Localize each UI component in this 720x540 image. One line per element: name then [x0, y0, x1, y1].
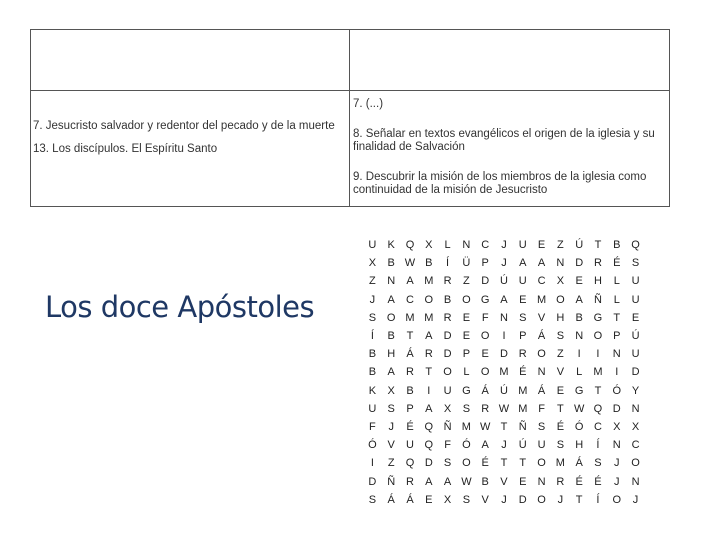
grid-letter: W: [404, 257, 416, 270]
grid-letter: T: [500, 420, 508, 433]
table-cell-criteria: [353, 98, 669, 214]
grid-letter: M: [536, 293, 547, 306]
grid-letter: B: [481, 475, 489, 488]
grid-row: [363, 454, 645, 472]
content-item: 7. Jesucristo salvador y redentor del pecado y de la muerte: [33, 120, 335, 132]
grid-letter: Z: [557, 348, 564, 361]
grid-letter: Ú: [500, 275, 508, 288]
grid-letter: X: [368, 257, 377, 270]
grid-letter: N: [631, 402, 640, 415]
grid-letter: X: [425, 239, 433, 252]
grid-letter: G: [480, 293, 490, 306]
grid-letter: P: [406, 402, 414, 415]
grid-letter: A: [406, 275, 414, 288]
grid-letter: É: [406, 420, 414, 433]
grid-letter: A: [443, 475, 452, 488]
grid-letter: U: [631, 275, 640, 288]
grid-letter: E: [481, 348, 489, 361]
grid-row: [363, 254, 645, 272]
grid-letter: F: [444, 439, 451, 452]
grid-letter: S: [537, 420, 546, 433]
grid-letter: Á: [575, 457, 583, 470]
grid-letter: V: [556, 366, 565, 379]
grid-letter: Í: [446, 257, 450, 270]
grid-letter: É: [575, 475, 583, 488]
grid-letter: G: [593, 311, 603, 324]
grid-letter: H: [575, 439, 584, 452]
grid-letter: Q: [405, 457, 415, 470]
grid-letter: O: [631, 457, 640, 470]
grid-row: [363, 291, 645, 309]
grid-letter: S: [368, 311, 377, 324]
grid-letter: A: [575, 293, 583, 306]
grid-letter: B: [387, 330, 395, 343]
grid-letter: V: [537, 311, 546, 324]
grid-letter: T: [557, 402, 564, 415]
grid-letter: C: [481, 239, 490, 252]
grid-letter: O: [462, 457, 471, 470]
grid-letter: N: [500, 311, 508, 324]
grid-letter: S: [462, 402, 471, 415]
grid-letter: J: [501, 257, 507, 270]
grid-letter: N: [556, 257, 565, 270]
grid-letter: O: [612, 493, 622, 506]
grid-letter: A: [425, 330, 433, 343]
grid-letter: J: [501, 493, 507, 506]
grid-letter: X: [443, 493, 452, 506]
grid-letter: Q: [631, 239, 640, 252]
table-divider-vertical: [349, 30, 350, 206]
grid-letter: P: [613, 330, 621, 343]
grid-letter: É: [594, 475, 602, 488]
grid-letter: D: [500, 348, 508, 361]
grid-letter: X: [443, 402, 452, 415]
grid-letter: E: [462, 311, 471, 324]
grid-letter: N: [612, 348, 621, 361]
grid-letter: X: [387, 384, 395, 397]
criteria-item: 7. (...): [353, 98, 384, 110]
grid-letter: J: [501, 239, 507, 252]
grid-letter: D: [481, 275, 490, 288]
grid-letter: D: [443, 348, 452, 361]
grid-letter: N: [537, 366, 546, 379]
grid-letter: V: [481, 493, 489, 506]
grid-letter: Ó: [574, 420, 584, 433]
grid-letter: W: [461, 475, 472, 488]
grid-letter: L: [576, 366, 583, 379]
grid-letter: J: [501, 439, 507, 452]
grid-letter: R: [443, 311, 452, 324]
grid-letter: B: [387, 257, 395, 270]
grid-letter: B: [613, 239, 621, 252]
grid-letter: Y: [631, 384, 640, 397]
grid-letter: S: [556, 439, 565, 452]
slide-title: Los doce Apóstoles: [45, 290, 315, 324]
grid-row: [363, 400, 645, 418]
grid-letter: W: [498, 402, 510, 415]
grid-letter: Ü: [462, 257, 471, 270]
grid-letter: A: [425, 475, 433, 488]
grid-letter: L: [613, 293, 620, 306]
grid-letter: N: [612, 439, 621, 452]
grid-letter: M: [518, 384, 528, 397]
grid-letter: B: [368, 348, 377, 361]
grid-letter: Z: [369, 275, 376, 288]
grid-letter: Ú: [518, 439, 527, 452]
grid-letter: R: [481, 402, 490, 415]
grid-letter: W: [573, 402, 585, 415]
grid-letter: W: [479, 420, 491, 433]
grid-letter: P: [462, 348, 471, 361]
grid-letter: O: [537, 457, 546, 470]
grid-letter: Z: [387, 457, 395, 470]
grid-letter: X: [631, 420, 640, 433]
grid-letter: U: [631, 293, 640, 306]
grid-letter: I: [502, 330, 506, 343]
grid-letter: Ñ: [443, 420, 452, 433]
grid-letter: S: [368, 493, 377, 506]
grid-letter: É: [556, 420, 565, 433]
grid-letter: K: [387, 239, 395, 252]
grid-letter: Q: [405, 239, 415, 252]
grid-letter: T: [406, 330, 414, 343]
grid-letter: O: [593, 330, 603, 343]
grid-letter: R: [406, 475, 414, 488]
grid-letter: T: [594, 239, 602, 252]
grid-letter: L: [444, 239, 451, 252]
grid-letter: D: [443, 330, 452, 343]
grid-letter: R: [424, 348, 433, 361]
grid-letter: H: [556, 311, 565, 324]
grid-letter: F: [481, 311, 489, 324]
grid-row: [363, 491, 645, 509]
grid-letter: P: [481, 257, 489, 270]
grid-letter: Á: [406, 493, 414, 506]
grid-letter: Í: [596, 439, 600, 452]
content-item: 13. Los discípulos. El Espíritu Santo: [33, 143, 218, 155]
grid-letter: Í: [370, 330, 374, 343]
grid-letter: I: [427, 384, 431, 397]
grid-letter: O: [424, 293, 434, 306]
grid-letter: N: [537, 475, 546, 488]
grid-letter: U: [537, 439, 546, 452]
grid-letter: X: [613, 420, 621, 433]
grid-letter: Ú: [575, 239, 584, 252]
grid-letter: S: [462, 493, 471, 506]
grid-letter: Á: [481, 384, 489, 397]
grid-letter: U: [631, 348, 640, 361]
grid-letter: C: [593, 420, 602, 433]
grid-letter: O: [556, 293, 565, 306]
grid-letter: Q: [424, 439, 434, 452]
grid-letter: O: [386, 311, 396, 324]
grid-letter: B: [425, 257, 433, 270]
grid-letter: D: [631, 366, 640, 379]
grid-letter: R: [556, 475, 565, 488]
grid-letter: M: [424, 275, 434, 288]
grid-letter: C: [537, 275, 546, 288]
grid-letter: Á: [537, 330, 546, 343]
grid-letter: E: [631, 311, 640, 324]
grid-letter: R: [406, 366, 414, 379]
grid-letter: S: [387, 402, 395, 415]
grid-letter: V: [387, 439, 395, 452]
grid-letter: E: [462, 330, 471, 343]
grid-letter: T: [575, 493, 583, 506]
grid-letter: C: [406, 293, 414, 306]
grid-letter: I: [596, 348, 600, 361]
grid-letter: Ú: [500, 384, 508, 397]
grid-letter: J: [388, 420, 394, 433]
grid-letter: G: [462, 384, 471, 397]
grid-letter: Z: [557, 239, 564, 252]
grid-letter: E: [519, 475, 527, 488]
grid-letter: É: [519, 366, 527, 379]
grid-row: [363, 345, 645, 363]
grid-letter: I: [615, 366, 619, 379]
grid-letter: É: [613, 257, 621, 270]
grid-letter: A: [387, 293, 395, 306]
grid-letter: Q: [424, 420, 434, 433]
grid-letter: Á: [387, 493, 395, 506]
grid-letter: T: [594, 384, 602, 397]
grid-letter: V: [500, 475, 508, 488]
grid-letter: I: [370, 457, 374, 470]
grid-letter: J: [557, 493, 564, 506]
grid-row: [363, 327, 645, 345]
grid-letter: F: [538, 402, 545, 415]
grid-letter: R: [443, 275, 452, 288]
grid-letter: A: [387, 366, 395, 379]
grid-row: [363, 472, 645, 490]
grid-letter: S: [631, 257, 640, 270]
grid-letter: R: [518, 348, 527, 361]
grid-letter: Ó: [612, 384, 622, 397]
grid-letter: U: [406, 439, 414, 452]
grid-letter: B: [406, 384, 414, 397]
word-search-grid: [363, 236, 645, 509]
grid-letter: E: [556, 384, 565, 397]
grid-letter: M: [424, 311, 434, 324]
grid-letter: B: [575, 311, 583, 324]
grid-letter: E: [575, 275, 583, 288]
grid-letter: D: [368, 475, 377, 488]
grid-letter: A: [500, 293, 508, 306]
criteria-item: 8. Señalar en textos evangélicos el origen de la iglesia y su finalidad de Salvación: [353, 128, 655, 153]
grid-letter: É: [481, 457, 489, 470]
grid-letter: G: [574, 384, 584, 397]
grid-letter: M: [593, 366, 603, 379]
grid-letter: H: [387, 348, 396, 361]
grid-letter: P: [519, 330, 527, 343]
grid-letter: F: [369, 420, 376, 433]
grid-letter: Ó: [368, 439, 377, 452]
grid-letter: T: [425, 366, 433, 379]
grid-letter: Á: [406, 348, 414, 361]
grid-letter: O: [480, 330, 490, 343]
grid-letter: N: [631, 475, 640, 488]
grid-letter: M: [518, 402, 528, 415]
grid-letter: S: [556, 330, 565, 343]
grid-letter: K: [368, 384, 377, 397]
grid-letter: O: [537, 493, 546, 506]
grid-letter: S: [443, 457, 452, 470]
grid-row: [363, 382, 645, 400]
grid-letter: O: [443, 366, 452, 379]
grid-letter: S: [519, 311, 527, 324]
grid-letter: E: [425, 493, 433, 506]
grid-letter: D: [424, 457, 433, 470]
grid-letter: E: [537, 239, 546, 252]
table-cell-contents: [33, 120, 339, 166]
grid-letter: M: [461, 420, 471, 433]
grid-letter: L: [613, 275, 620, 288]
grid-row: [363, 436, 645, 454]
grid-letter: N: [575, 330, 584, 343]
grid-row: [363, 272, 645, 290]
grid-letter: M: [405, 311, 415, 324]
grid-letter: X: [556, 275, 565, 288]
grid-letter: J: [632, 493, 639, 506]
grid-letter: A: [519, 257, 527, 270]
grid-letter: Ñ: [593, 293, 602, 306]
grid-letter: U: [368, 402, 377, 415]
grid-row: [363, 309, 645, 327]
grid-row: [363, 418, 645, 436]
grid-letter: C: [631, 439, 640, 452]
grid-letter: L: [463, 366, 470, 379]
table-divider-horizontal: [31, 90, 669, 91]
grid-letter: U: [518, 239, 527, 252]
grid-letter: M: [499, 366, 509, 379]
grid-letter: J: [614, 475, 620, 488]
grid-letter: D: [612, 402, 621, 415]
grid-letter: R: [593, 257, 602, 270]
grid-letter: Ñ: [518, 420, 527, 433]
grid-letter: Ñ: [387, 475, 396, 488]
grid-letter: J: [614, 457, 620, 470]
grid-letter: Ó: [462, 439, 471, 452]
grid-letter: T: [500, 457, 508, 470]
grid-letter: D: [575, 257, 584, 270]
grid-letter: U: [443, 384, 452, 397]
grid-letter: T: [613, 311, 621, 324]
grid-letter: Á: [537, 384, 546, 397]
grid-letter: Ú: [631, 330, 640, 343]
grid-letter: O: [462, 293, 471, 306]
grid-letter: Í: [596, 493, 600, 506]
grid-letter: O: [537, 348, 546, 361]
grid-letter: U: [368, 239, 377, 252]
grid-letter: A: [425, 402, 433, 415]
grid-letter: U: [518, 275, 527, 288]
grid-letter: O: [480, 366, 490, 379]
grid-letter: A: [537, 257, 546, 270]
grid-letter: N: [462, 239, 471, 252]
grid-letter: M: [555, 457, 565, 470]
grid-letter: B: [368, 366, 377, 379]
grid-letter: J: [369, 293, 376, 306]
grid-letter: D: [518, 493, 527, 506]
curriculum-table: [30, 29, 670, 207]
grid-letter: B: [443, 293, 452, 306]
grid-letter: I: [577, 348, 581, 361]
grid-row: [363, 236, 645, 254]
grid-letter: N: [387, 275, 396, 288]
grid-letter: A: [481, 439, 489, 452]
grid-letter: Q: [593, 402, 603, 415]
grid-letter: H: [593, 275, 602, 288]
criteria-item: 9. Descubrir la misión de los miembros de la iglesia como continuidad de la misión de Jesucristo: [353, 171, 647, 196]
grid-letter: T: [519, 457, 527, 470]
grid-letter: Z: [463, 275, 470, 288]
grid-letter: S: [594, 457, 602, 470]
grid-row: [363, 363, 645, 381]
grid-letter: E: [519, 293, 527, 306]
